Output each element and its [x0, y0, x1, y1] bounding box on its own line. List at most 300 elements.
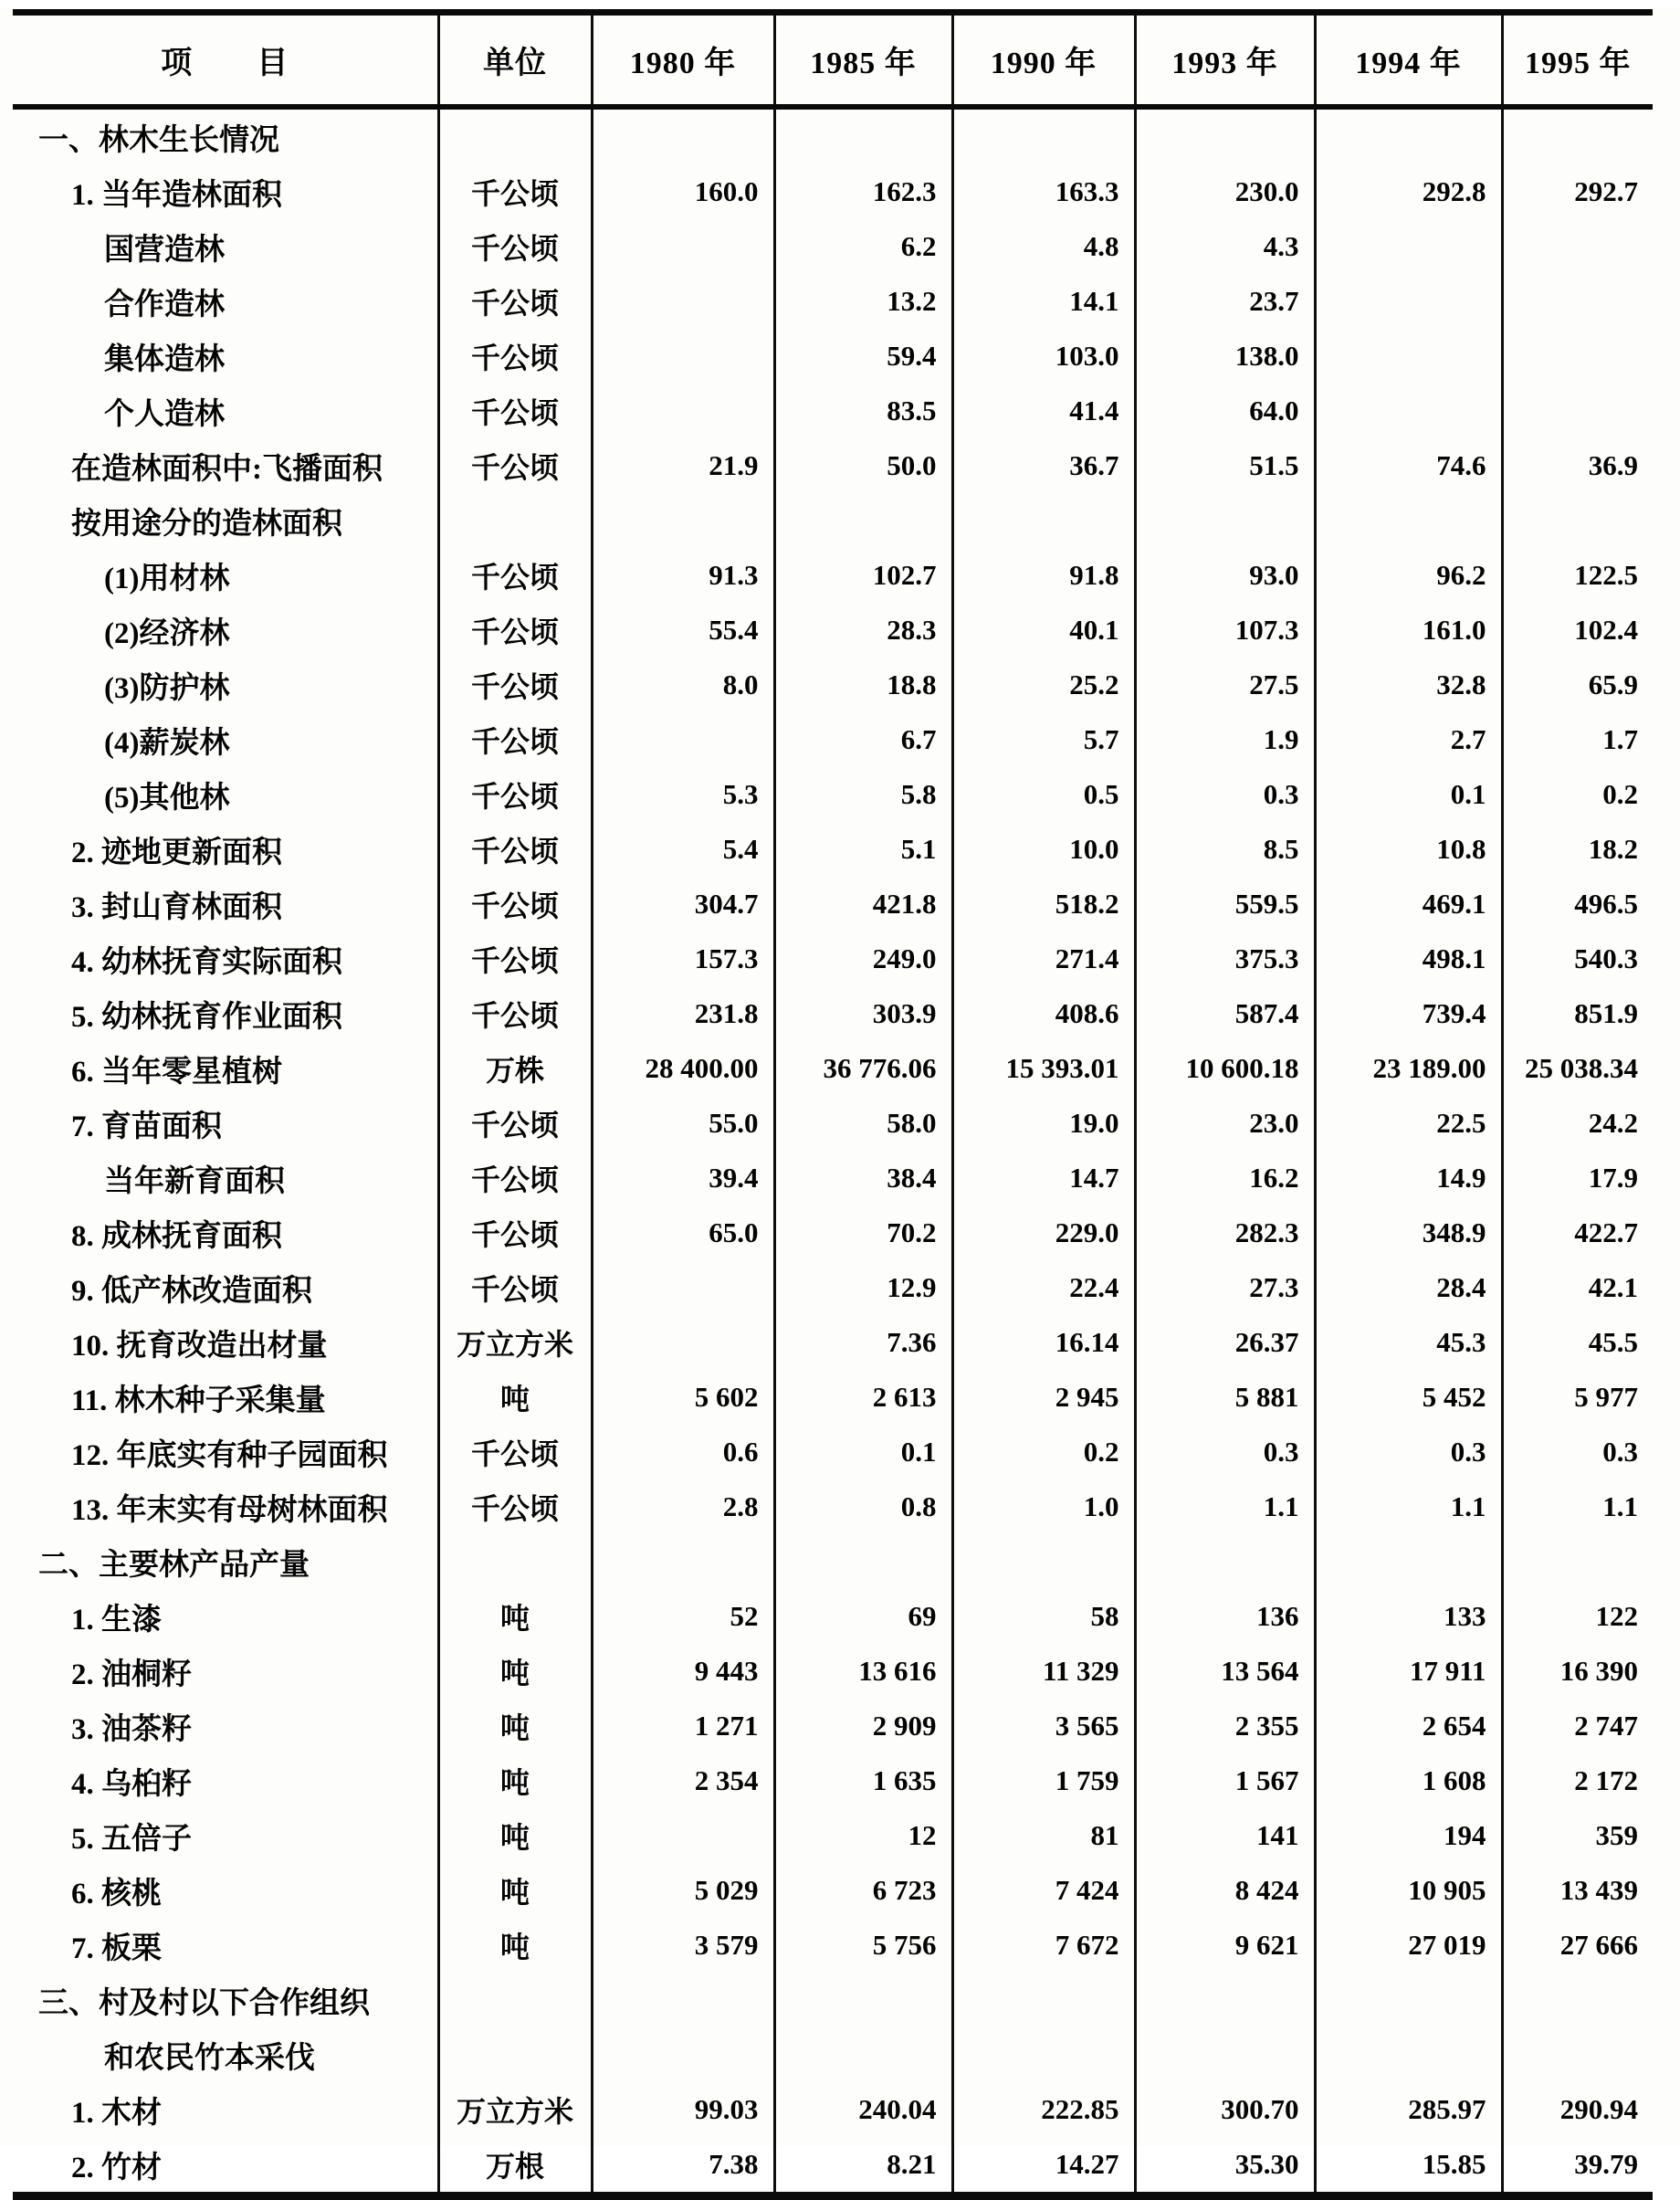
item-label: 4. 乌桕籽	[71, 1767, 192, 1801]
value-cell: 28 400.00	[592, 1041, 774, 1096]
table-row	[13, 1589, 1653, 1644]
value-cell	[592, 274, 774, 329]
value-cell: 16.2	[1135, 1151, 1315, 1205]
value-cell: 161.0	[1315, 603, 1502, 658]
value-cell	[952, 2027, 1135, 2082]
value-cell: 16.14	[952, 1315, 1135, 1370]
table-row	[13, 767, 1653, 822]
table-row	[13, 1479, 1653, 1534]
value-cell: 359	[1502, 1808, 1653, 1863]
value-cell: 133	[1315, 1589, 1502, 1644]
value-cell: 19.0	[952, 1096, 1135, 1151]
table-row	[13, 1699, 1653, 1753]
value-cell: 851.9	[1502, 986, 1653, 1041]
item-label: 3. 油茶籽	[71, 1712, 192, 1746]
item-label: 3. 封山育林面积	[71, 890, 282, 924]
value-cell	[592, 1260, 774, 1315]
value-cell: 0.1	[774, 1425, 952, 1479]
value-cell	[1135, 1534, 1315, 1589]
value-cell: 65.9	[1502, 658, 1653, 712]
value-cell: 194	[1315, 1808, 1502, 1863]
unit-cell	[438, 493, 592, 548]
value-cell: 5 029	[592, 1863, 774, 1918]
column-header-unit: 单位	[438, 13, 592, 108]
value-cell: 162.3	[774, 164, 952, 219]
value-cell: 1.1	[1502, 1479, 1653, 1534]
value-cell: 7.38	[592, 2137, 774, 2196]
item-label: 1. 木材	[71, 2096, 162, 2130]
value-cell: 271.4	[952, 932, 1135, 986]
unit-cell: 千公顷	[438, 986, 592, 1041]
item-label: 2. 迹地更新面积	[71, 836, 282, 869]
value-cell: 498.1	[1315, 932, 1502, 986]
value-cell: 0.1	[1315, 767, 1502, 822]
table-header	[13, 13, 1653, 108]
table-row	[13, 877, 1653, 932]
value-cell: 5 452	[1315, 1370, 1502, 1425]
value-cell	[592, 384, 774, 438]
value-cell: 45.5	[1502, 1315, 1653, 1370]
value-cell: 39.4	[592, 1151, 774, 1205]
item-label: 国营造林	[104, 233, 225, 267]
table-row	[13, 1151, 1653, 1205]
unit-cell: 万立方米	[438, 1315, 592, 1370]
value-cell: 138.0	[1135, 329, 1315, 384]
value-cell: 9 621	[1135, 1918, 1315, 1973]
value-cell: 36.7	[952, 438, 1135, 493]
value-cell: 15.85	[1315, 2137, 1502, 2196]
value-cell	[592, 1973, 774, 2027]
value-cell: 52	[592, 1589, 774, 1644]
table-row	[13, 493, 1653, 548]
unit-cell: 千公顷	[438, 658, 592, 712]
table-row	[13, 658, 1653, 712]
value-cell	[1135, 107, 1315, 164]
item-label: 11. 林木种子采集量	[71, 1384, 326, 1417]
value-cell: 103.0	[952, 329, 1135, 384]
value-cell: 59.4	[774, 329, 952, 384]
unit-cell: 千公顷	[438, 822, 592, 877]
value-cell: 122.5	[1502, 548, 1653, 603]
table-row	[13, 384, 1653, 438]
item-label: 5. 幼林抚育作业面积	[71, 1000, 342, 1034]
value-cell: 292.8	[1315, 164, 1502, 219]
value-cell: 17 911	[1315, 1644, 1502, 1699]
table-row	[13, 712, 1653, 767]
unit-cell: 千公顷	[438, 438, 592, 493]
table-body	[13, 107, 1653, 2196]
forestry-statistics-table	[13, 9, 1653, 2200]
unit-cell: 千公顷	[438, 1479, 592, 1534]
unit-cell: 吨	[438, 1808, 592, 1863]
value-cell: 22.4	[952, 1260, 1135, 1315]
value-cell: 231.8	[592, 986, 774, 1041]
value-cell	[1315, 274, 1502, 329]
value-cell: 8.0	[592, 658, 774, 712]
value-cell: 160.0	[592, 164, 774, 219]
item-label: 7. 板栗	[71, 1932, 162, 1965]
value-cell: 136	[1135, 1589, 1315, 1644]
unit-cell: 千公顷	[438, 1425, 592, 1479]
value-cell: 222.85	[952, 2082, 1135, 2137]
value-cell: 70.2	[774, 1205, 952, 1260]
value-cell: 1.1	[1315, 1479, 1502, 1534]
table-row	[13, 329, 1653, 384]
value-cell: 13 439	[1502, 1863, 1653, 1918]
value-cell: 3 579	[592, 1918, 774, 1973]
value-cell: 1 271	[592, 1699, 774, 1753]
value-cell: 8.5	[1135, 822, 1315, 877]
item-label: 和农民竹本采伐	[104, 2041, 315, 2075]
value-cell	[592, 329, 774, 384]
table-row	[13, 1315, 1653, 1370]
unit-cell: 吨	[438, 1753, 592, 1808]
value-cell	[1315, 493, 1502, 548]
item-label: 9. 低产林改造面积	[71, 1274, 312, 1308]
value-cell: 65.0	[592, 1205, 774, 1260]
value-cell: 0.3	[1502, 1425, 1653, 1479]
value-cell	[592, 1534, 774, 1589]
item-label: 1. 生漆	[71, 1603, 162, 1637]
unit-cell: 吨	[438, 1918, 592, 1973]
value-cell: 13 564	[1135, 1644, 1315, 1699]
value-cell: 2 909	[774, 1699, 952, 1753]
value-cell: 14.7	[952, 1151, 1135, 1205]
value-cell	[592, 712, 774, 767]
value-cell: 7.36	[774, 1315, 952, 1370]
item-label: 三、村及村以下合作组织	[38, 1986, 370, 2020]
value-cell: 27.3	[1135, 1260, 1315, 1315]
value-cell	[952, 493, 1135, 548]
item-label: (2)经济林	[104, 616, 230, 650]
value-cell: 1 608	[1315, 1753, 1502, 1808]
table-row	[13, 2137, 1653, 2196]
value-cell: 163.3	[952, 164, 1135, 219]
value-cell: 249.0	[774, 932, 952, 986]
value-cell: 0.2	[952, 1425, 1135, 1479]
table-row	[13, 932, 1653, 986]
value-cell: 422.7	[1502, 1205, 1653, 1260]
value-cell	[1315, 1973, 1502, 2027]
value-cell: 2 354	[592, 1753, 774, 1808]
unit-cell: 万根	[438, 2137, 592, 2196]
value-cell: 2 945	[952, 1370, 1135, 1425]
value-cell: 2.7	[1315, 712, 1502, 767]
value-cell: 23 189.00	[1315, 1041, 1502, 1096]
value-cell: 8.21	[774, 2137, 952, 2196]
value-cell	[1502, 1534, 1653, 1589]
item-label: 二、主要林产品产量	[38, 1548, 310, 1582]
value-cell	[774, 2027, 952, 2082]
item-label: 集体造林	[104, 342, 225, 376]
value-cell: 16 390	[1502, 1644, 1653, 1699]
item-label: 按用途分的造林面积	[71, 507, 342, 541]
table-row	[13, 164, 1653, 219]
value-cell	[774, 493, 952, 548]
value-cell: 12.9	[774, 1260, 952, 1315]
value-cell	[1502, 2027, 1653, 2082]
value-cell: 1.1	[1135, 1479, 1315, 1534]
value-cell	[1502, 219, 1653, 274]
value-cell: 28.4	[1315, 1260, 1502, 1315]
value-cell: 7 672	[952, 1918, 1135, 1973]
value-cell: 5.4	[592, 822, 774, 877]
value-cell	[1135, 493, 1315, 548]
value-cell: 24.2	[1502, 1096, 1653, 1151]
unit-cell: 千公顷	[438, 712, 592, 767]
value-cell	[1315, 219, 1502, 274]
value-cell: 7 424	[952, 1863, 1135, 1918]
value-cell: 42.1	[1502, 1260, 1653, 1315]
value-cell: 25 038.34	[1502, 1041, 1653, 1096]
unit-cell: 千公顷	[438, 767, 592, 822]
unit-cell: 千公顷	[438, 603, 592, 658]
value-cell: 0.5	[952, 767, 1135, 822]
value-cell: 5 881	[1135, 1370, 1315, 1425]
value-cell: 348.9	[1315, 1205, 1502, 1260]
value-cell	[1135, 1973, 1315, 2027]
unit-cell: 千公顷	[438, 877, 592, 932]
value-cell	[1315, 2027, 1502, 2082]
value-cell	[1502, 493, 1653, 548]
value-cell	[952, 1534, 1135, 1589]
table-row	[13, 986, 1653, 1041]
value-cell: 290.94	[1502, 2082, 1653, 2137]
item-label: 7. 育苗面积	[71, 1110, 222, 1143]
item-label: 12. 年底实有种子园面积	[71, 1438, 388, 1472]
value-cell	[592, 493, 774, 548]
value-cell: 1 567	[1135, 1753, 1315, 1808]
item-label: 6. 当年零星植树	[71, 1055, 282, 1089]
value-cell: 2 172	[1502, 1753, 1653, 1808]
value-cell: 3 565	[952, 1699, 1135, 1753]
unit-cell: 吨	[438, 1370, 592, 1425]
column-header-1994: 1994 年	[1315, 13, 1502, 108]
value-cell: 6.7	[774, 712, 952, 767]
value-cell: 292.7	[1502, 164, 1653, 219]
value-cell: 23.7	[1135, 274, 1315, 329]
value-cell: 83.5	[774, 384, 952, 438]
value-cell: 41.4	[952, 384, 1135, 438]
item-label: (5)其他林	[104, 781, 230, 815]
item-label: 10. 抚育改造出材量	[71, 1329, 328, 1363]
unit-cell	[438, 2027, 592, 2082]
value-cell	[1315, 329, 1502, 384]
table-row	[13, 1205, 1653, 1260]
table-row	[13, 1370, 1653, 1425]
item-label: 当年新育面积	[104, 1164, 285, 1198]
value-cell: 5 602	[592, 1370, 774, 1425]
value-cell: 8 424	[1135, 1863, 1315, 1918]
unit-cell: 千公顷	[438, 329, 592, 384]
value-cell: 58.0	[774, 1096, 952, 1151]
value-cell: 1 759	[952, 1753, 1135, 1808]
column-header-1990: 1990 年	[952, 13, 1135, 108]
value-cell: 282.3	[1135, 1205, 1315, 1260]
unit-cell	[438, 107, 592, 164]
value-cell: 91.8	[952, 548, 1135, 603]
value-cell: 739.4	[1315, 986, 1502, 1041]
value-cell: 469.1	[1315, 877, 1502, 932]
value-cell: 40.1	[952, 603, 1135, 658]
column-header-1985: 1985 年	[774, 13, 952, 108]
value-cell: 26.37	[1135, 1315, 1315, 1370]
table-row	[13, 1918, 1653, 1973]
value-cell: 1.0	[952, 1479, 1135, 1534]
value-cell: 6.2	[774, 219, 952, 274]
value-cell: 1.7	[1502, 712, 1653, 767]
item-label: 8. 成林抚育面积	[71, 1219, 282, 1253]
value-cell	[1502, 384, 1653, 438]
item-label: 1. 当年造林面积	[71, 178, 282, 212]
value-cell: 27 666	[1502, 1918, 1653, 1973]
value-cell: 27 019	[1315, 1918, 1502, 1973]
item-label: 个人造林	[104, 397, 225, 431]
value-cell	[1502, 274, 1653, 329]
item-label: 一、林木生长情况	[38, 123, 279, 157]
value-cell: 11 329	[952, 1644, 1135, 1699]
value-cell: 17.9	[1502, 1151, 1653, 1205]
value-cell: 587.4	[1135, 986, 1315, 1041]
value-cell	[952, 1973, 1135, 2027]
value-cell	[592, 107, 774, 164]
value-cell: 2 747	[1502, 1699, 1653, 1753]
table-row	[13, 1425, 1653, 1479]
unit-cell: 千公顷	[438, 219, 592, 274]
value-cell: 9 443	[592, 1644, 774, 1699]
value-cell: 0.3	[1315, 1425, 1502, 1479]
value-cell: 10.8	[1315, 822, 1502, 877]
value-cell: 25.2	[952, 658, 1135, 712]
value-cell	[1502, 329, 1653, 384]
value-cell: 102.4	[1502, 603, 1653, 658]
value-cell: 102.7	[774, 548, 952, 603]
value-cell	[1315, 1534, 1502, 1589]
value-cell: 14.9	[1315, 1151, 1502, 1205]
value-cell	[1135, 2027, 1315, 2082]
value-cell: 15 393.01	[952, 1041, 1135, 1096]
value-cell: 0.6	[592, 1425, 774, 1479]
value-cell: 38.4	[774, 1151, 952, 1205]
unit-cell: 吨	[438, 1644, 592, 1699]
value-cell: 2 613	[774, 1370, 952, 1425]
table-row	[13, 438, 1653, 493]
unit-cell: 千公顷	[438, 1151, 592, 1205]
item-label: 合作造林	[104, 288, 225, 321]
value-cell: 64.0	[1135, 384, 1315, 438]
value-cell: 2 654	[1315, 1699, 1502, 1753]
unit-cell: 千公顷	[438, 932, 592, 986]
value-cell: 13 616	[774, 1644, 952, 1699]
value-cell	[952, 107, 1135, 164]
unit-cell: 千公顷	[438, 548, 592, 603]
value-cell: 5.3	[592, 767, 774, 822]
value-cell: 122	[1502, 1589, 1653, 1644]
column-header-1993: 1993 年	[1135, 13, 1315, 108]
unit-cell: 千公顷	[438, 1205, 592, 1260]
column-header-1980: 1980 年	[592, 13, 774, 108]
unit-cell: 千公顷	[438, 384, 592, 438]
value-cell	[774, 107, 952, 164]
value-cell: 300.70	[1135, 2082, 1315, 2137]
value-cell: 0.3	[1135, 767, 1315, 822]
unit-cell	[438, 1973, 592, 2027]
value-cell: 157.3	[592, 932, 774, 986]
value-cell	[774, 1534, 952, 1589]
table-row	[13, 822, 1653, 877]
value-cell: 36 776.06	[774, 1041, 952, 1096]
value-cell: 141	[1135, 1808, 1315, 1863]
value-cell: 375.3	[1135, 932, 1315, 986]
value-cell: 32.8	[1315, 658, 1502, 712]
value-cell: 39.79	[1502, 2137, 1653, 2196]
value-cell	[1315, 107, 1502, 164]
value-cell: 28.3	[774, 603, 952, 658]
value-cell: 36.9	[1502, 438, 1653, 493]
item-label: (4)薪炭林	[104, 726, 230, 760]
value-cell: 96.2	[1315, 548, 1502, 603]
value-cell: 540.3	[1502, 932, 1653, 986]
value-cell: 559.5	[1135, 877, 1315, 932]
item-label: 2. 油桐籽	[71, 1658, 192, 1691]
value-cell: 58	[952, 1589, 1135, 1644]
value-cell: 14.27	[952, 2137, 1135, 2196]
value-cell: 229.0	[952, 1205, 1135, 1260]
unit-cell: 万株	[438, 1041, 592, 1096]
value-cell: 13.2	[774, 274, 952, 329]
item-label: 13. 年末实有母树林面积	[71, 1493, 388, 1527]
item-label: 2. 竹材	[71, 2151, 162, 2184]
table-row	[13, 1644, 1653, 1699]
unit-cell	[438, 1534, 592, 1589]
table-row	[13, 219, 1653, 274]
table-row	[13, 1863, 1653, 1918]
item-label: (1)用材林	[104, 562, 230, 595]
value-cell: 51.5	[1135, 438, 1315, 493]
table-row	[13, 1534, 1653, 1589]
value-cell	[1502, 1973, 1653, 2027]
table-row	[13, 1808, 1653, 1863]
value-cell: 12	[774, 1808, 952, 1863]
item-label: 在造林面积中:飞播面积	[71, 452, 383, 486]
table-row	[13, 603, 1653, 658]
value-cell: 107.3	[1135, 603, 1315, 658]
value-cell: 230.0	[1135, 164, 1315, 219]
unit-cell: 吨	[438, 1589, 592, 1644]
value-cell: 18.8	[774, 658, 952, 712]
scanned-statistics-page	[0, 9, 1680, 2184]
header-row	[13, 13, 1653, 108]
item-label: 4. 幼林抚育实际面积	[71, 945, 342, 979]
value-cell	[774, 1973, 952, 2027]
value-cell: 6 723	[774, 1863, 952, 1918]
value-cell: 408.6	[952, 986, 1135, 1041]
unit-cell: 千公顷	[438, 1096, 592, 1151]
value-cell: 81	[952, 1808, 1135, 1863]
table-row	[13, 1753, 1653, 1808]
unit-cell: 千公顷	[438, 164, 592, 219]
value-cell: 23.0	[1135, 1096, 1315, 1151]
value-cell: 14.1	[952, 274, 1135, 329]
value-cell: 240.04	[774, 2082, 952, 2137]
table-row	[13, 1973, 1653, 2027]
value-cell: 27.5	[1135, 658, 1315, 712]
value-cell: 99.03	[592, 2082, 774, 2137]
value-cell: 518.2	[952, 877, 1135, 932]
value-cell: 304.7	[592, 877, 774, 932]
value-cell: 0.2	[1502, 767, 1653, 822]
value-cell: 18.2	[1502, 822, 1653, 877]
